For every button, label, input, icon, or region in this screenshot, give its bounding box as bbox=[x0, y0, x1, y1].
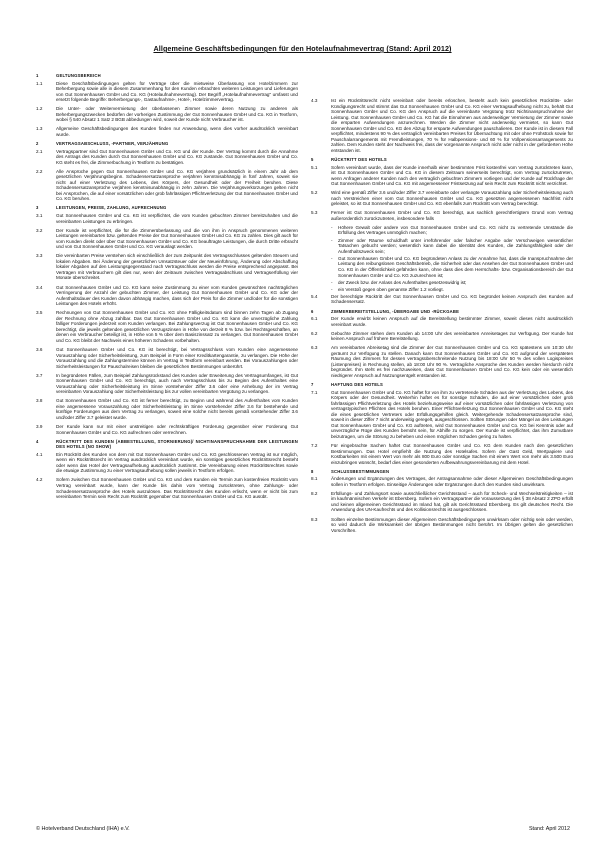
clause-text: Ist ein Rücktrittsrecht nicht vereinbart oder bereits erloschen, besteht auch kein gesetzliches Rücktritts- oder Kündigungsrecht und stimmt das Gut Sonnenhausen GmbH und Co. KG einer Vertragsaufhebung nicht zu, behält Gut Sonnenhausen GmbH und Co. KG den Anspruch auf die vereinbarte Vergütung trotz Nichtinanspruchnahme der Leistung. Gut Sonnenhausen GmbH und Co. KG hat die Einnahmen aus anderweitiger Vermietung der Zimmer sowie die ersparten Aufwendungen anzurechnen. Werden die Zimmer nicht anderweitig vermietet, so kann Gut Sonnenhausen GmbH und Co. KG den Abzug für ersparte Aufwendungen pauschalieren. Der Kunde ist in diesem Fall verpflichtet, mindestens 90 % des vertraglich vereinbarten Preises für Übernachtung mit oder ohne Frühstück sowie für Pauschalarrangements mit Fremdleistungen, 70 % für Halbpensions- und 60 % für Vollpensionsarrangements zu zahlen. Dem Kunden steht der Nachweis frei, dass der vorgenannte Anspruch nicht oder nicht in der geforderten Höhe entstanden ist. bbox=[331, 98, 573, 153]
clause-text: Die Unter- oder Weitervermietung der überlassenen Zimmer sowie deren Nutzung zu anderen als Beherbergungszwecken bedürfen der vorherigen Zustimmung der Gut Sonnenhausen GmbH und Co. KG in Textform, wobei § 540 Absatz 1 Satz 2 BGB abbedungen wird, soweit der Kunde nicht Verbraucher ist. bbox=[56, 106, 298, 123]
clause-paragraph bbox=[36, 424, 298, 435]
clause-number: 8.3 bbox=[311, 516, 318, 522]
clause-number: 3.3 bbox=[36, 253, 43, 259]
footer-date: Stand: April 2012 bbox=[528, 826, 570, 832]
clause-text: Der Kunde erwirbt keinen Anspruch auf die Bereitstellung bestimmter Zimmer, soweit dieses nicht ausdrücklich vereinbart wurde. bbox=[331, 316, 573, 327]
clause-number: 1.2 bbox=[36, 106, 43, 112]
clause-number: 8.2 bbox=[311, 490, 318, 496]
section-title: GELTUNGSBEREICH bbox=[56, 73, 101, 78]
clause-paragraph bbox=[311, 476, 573, 487]
clause-paragraph bbox=[311, 98, 573, 153]
clause-number: 4.3 bbox=[311, 98, 318, 103]
bullet-dash: - bbox=[331, 224, 333, 230]
section-heading bbox=[36, 141, 298, 147]
clause-paragraph bbox=[36, 347, 298, 369]
clause-text: Der berechtigte Rücktritt der Gut Sonnenhausen GmbH und Co. KG begründet keinen Anspruch des Kunden auf Schadensersatz. bbox=[331, 293, 573, 305]
list-item bbox=[331, 225, 573, 236]
section-number: 7 bbox=[311, 382, 314, 388]
clause-paragraph bbox=[311, 316, 573, 327]
section-number: 6 bbox=[311, 308, 314, 314]
clause-paragraph bbox=[36, 81, 298, 103]
clause-number: 3.4 bbox=[36, 284, 43, 290]
clause-text: Der Kunde ist verpflichtet, die für die Zimmerüberlassung und die von ihm in Anspruch genommenen weiteren Leistungen vereinbarten bzw. geltenden Preise der Gut Sonnenhausen GmbH und Co. KG zu zahlen. Dies gilt auch für vom Kunden direkt oder über Gut Sonnenhausen GmbH und Co. KG beauftragte Leistungen, die durch Dritte erbracht und von Gut Sonnenhausen GmbH und Co. KG verauslagt werden. bbox=[56, 227, 298, 250]
list-item-text: Gut Sonnenhausen GmbH und Co. KG begründeten Anlass zu der Annahme hat, dass die Inanspruchnahme der Leistung den reibungslosen Geschäftsbetrieb, die Sicherheit oder das Ansehen der Gut Sonnenhausen GmbH und Co. KG in der Öffentlichkeit gefährden kann, ohne dass dies dem Herrschafts- bzw. Organisationsbereich der Gut Sonnenhausen GmbH und Co. KG zuzurechnen ist; bbox=[338, 255, 573, 278]
clause-number: 8.1 bbox=[311, 476, 318, 482]
section-title: RÜCKTRITT DES KUNDEN (ABBESTELLUNG, STORNIERUNG)/ NICHTINANSPRUCHNAHME DER LEISTUNGEN DES HOTELS (NO SHOW) bbox=[56, 438, 298, 450]
clause-text: Gut Sonnenhausen GmbH und Co. KG ist verpflichtet, die vom Kunden gebuchten Zimmer bereitzuhalten und die vereinbarten Leistungen zu erbringen. bbox=[56, 212, 298, 224]
document-title: Allgemeine Geschäftsbedingungen für den Hotelaufnahmevertrag (Stand: April 2012) bbox=[153, 44, 452, 53]
footer-copyright: © Hotelverband Deutschland (IHA) e.V. bbox=[36, 826, 130, 832]
clause-text: Rechnungen von Gut Sonnenhausen GmbH und Co. KG ohne Fälligkeitsdatum sind binnen zehn Tagen ab Zugang der Rechnung ohne Abzug zahlbar. Das Gut Sonnenhausen GmbH und Co. KG kann die unverzügliche Zahlung fälliger Forderungen jederzeit vom Kunden verlangen. Bei Zahlungsverzug ist Gut Sonnenhausen GmbH und Co. KG berechtigt, die jeweils geltenden gesetzlichen Verzugszinsen in Höhe von derzeit 8 % bzw. bei Rechtsgeschäften, an denen ein Verbraucher beteiligt ist, in Höhe von 5 % über dem Basiszinssatz zu verlangen. Gut Sonnenhausen GmbH und Co. KG bleibt der Nachweis eines höheren Schadens vorbehalten. bbox=[56, 310, 298, 343]
section-heading bbox=[311, 382, 573, 388]
clause-paragraph bbox=[311, 210, 573, 221]
clause-paragraph bbox=[311, 345, 573, 378]
section-number: 3 bbox=[36, 205, 39, 211]
clause-text: Gebuchte Zimmer stehen dem Kunden ab 14:00 Uhr des vereinbarten Anreisetages zur Verfügung. Der Kunde hat keinen Anspruch auf frühere Bereitstellung. bbox=[331, 330, 573, 342]
clause-paragraph bbox=[36, 106, 298, 123]
section-title: HAFTUNG DES HOTELS bbox=[331, 382, 383, 388]
list-item bbox=[331, 238, 573, 255]
clause-number: 3.5 bbox=[36, 310, 43, 316]
clause-paragraph bbox=[36, 149, 298, 166]
list-item bbox=[331, 280, 573, 286]
clause-text: Gut Sonnenhausen GmbH und Co. KG kann seine Zustimmung zu einer vom Kunden gewünschten nachträglichen Verringerung der Anzahl der gebuchten Zimmer, der Leistung Gut Sonnenhausen GmbH und Co. KG oder der Aufenthaltsdauer des Kunden davon abhängig machen, dass sich der Preis für die Zimmer und/oder für die sonstigen Leistungen des Hotels erhöht. bbox=[56, 284, 298, 307]
clause-text: Die vereinbarten Preise verstehen sich einschließlich der zum Zeitpunkt des Vertragsschlusses geltenden Steuern und lokalen Abgaben. Bei Änderung der gesetzlichen Umsatzsteuer oder der Neueinführung, Änderung oder Abschaffung lokaler Abgaben auf den Leistungsgegenstand nach Vertragsschluss werden die Preise entsprechend angepasst. Bei Verträgen mit Verbrauchern gilt dies nur, wenn der Zeitraum zwischen Vertragsabschluss und Vertragserfüllung vier Monate überschreitet. bbox=[56, 253, 298, 281]
clause-paragraph bbox=[36, 373, 298, 395]
section-heading bbox=[36, 439, 298, 450]
clause-paragraph bbox=[311, 190, 573, 207]
clause-number: 4.2 bbox=[36, 477, 43, 483]
clause-number: 6.2 bbox=[311, 330, 318, 336]
section-number: 8 bbox=[311, 468, 314, 474]
clause-paragraph bbox=[36, 285, 298, 307]
section-number: 2 bbox=[36, 140, 39, 146]
bullet-dash: - bbox=[331, 286, 333, 292]
clause-text: Alle Ansprüche gegen Gut Sonnenhausen GmbH und Co. KG verjähren grundsätzlich in einem Jahr ab dem gesetzlichen Verjährungsbeginn. Schadensersatzansprüche verjähren kenntnisabhängig in fünf Jahren, soweit sie nicht auf einer Verletzung des Lebens, des Körpers, der Gesundheit oder der Freiheit beruhen. Diese Schadensersatzansprüche verjähren kenntnisunabhängig in zehn Jahren. Die Verjährungsverkürzungen gelten nicht bei Ansprüchen, die auf einer vorsätzlichen oder grob fahrlässigen Pflichtverletzung der Gut Sonnenhausen GmbH und Co. KG beruhen. bbox=[56, 168, 298, 202]
clause-number: 6.1 bbox=[311, 316, 318, 322]
list-item bbox=[331, 256, 573, 278]
section-heading bbox=[36, 205, 298, 211]
section-heading bbox=[311, 157, 573, 163]
clause-text: Wird eine gemäß Ziffer 3.6 und/oder Ziffer 3.7 vereinbarte oder verlangte Vorauszahlung oder Sicherheitsleistung auch nach Verstreichen einer vom Gut Sonnenhausen GmbH und Co. KG gesetzten angemessenen Nachfrist nicht geleistet, so ist Gut Sonnenhausen GmbH und Co. KG ebenfalls zum Rücktritt vom Vertrag berechtigt. bbox=[331, 190, 573, 207]
clause-paragraph bbox=[36, 213, 298, 224]
clause-paragraph bbox=[311, 165, 573, 187]
clause-text: Ferner ist Gut Sonnenhausen GmbH und Co. KG berechtigt, aus sachlich gerechtfertigtem Grund vom Vertrag außerordentlich zurückzutreten, insbesondere falls bbox=[331, 210, 573, 221]
right-column bbox=[311, 98, 573, 537]
clause-number: 6.3 bbox=[311, 345, 318, 351]
section-number: 4 bbox=[36, 438, 39, 444]
bullet-dash: - bbox=[331, 237, 333, 243]
list-item-text: ein Verstoß gegen oben genannte Ziffer 1.2 vorliegt. bbox=[338, 286, 444, 292]
clause-number: 2.1 bbox=[36, 148, 43, 154]
section-heading bbox=[311, 469, 573, 475]
clause-number: 5.1 bbox=[311, 164, 318, 170]
clause-paragraph bbox=[311, 443, 573, 465]
clause-paragraph bbox=[36, 169, 298, 202]
clause-paragraph bbox=[36, 477, 298, 499]
clause-paragraph bbox=[311, 331, 573, 342]
clause-number: 5.4 bbox=[311, 293, 318, 299]
clause-paragraph bbox=[36, 253, 298, 281]
section-heading bbox=[36, 73, 298, 79]
clause-paragraph bbox=[36, 398, 298, 420]
section-title: RÜCKTRITT DES HOTELS bbox=[331, 156, 387, 162]
clause-number: 7.2 bbox=[311, 443, 318, 448]
list-item-text: der Zweck bzw. der Anlass des Aufenthaltes gesetzeswidrig ist; bbox=[338, 279, 467, 285]
clause-number: 3.1 bbox=[36, 212, 43, 218]
clause-number: 4.1 bbox=[36, 451, 43, 457]
clause-number: 3.6 bbox=[36, 346, 43, 352]
clause-text: Gut Sonnenhausen GmbH und Co. KG haftet für von ihm zu vertretende Schäden aus der Verletzung des Lebens, des Körpers oder der Gesundheit. Weiterhin haftet es für sonstige Schäden, die auf einer vorsätzlichen oder grob fahrlässigen Pflichtverletzung des Hotels beziehungsweise auf einer vorsätzlichen oder fahrlässigen Verletzung von vertragstypischen Pflichten des Hotels beruhen. Einer Pflichtverletzung Gut Sonnenhausen GmbH und Co. KG steht die eines gesetzlichen Vertreters oder Erfüllungsgehilfen gleich. Weitergehende Schadensersatzansprüche sind, soweit in dieser Ziffer 7 nicht anderweitig geregelt, ausgeschlossen. Sollten Störungen oder Mängel an den Leistungen Gut Sonnenhausen GmbH und Co. KG auftreten, wird Gut Sonnenhausen GmbH und Co. KG bei Kenntnis oder auf unverzügliche Rüge des Kunden bemüht sein, für Abhilfe zu sorgen. Der Kunde ist verpflichtet, das ihm Zumutbare beizutragen, um die Störung zu beheben und einen möglichen Schaden gering zu halten. bbox=[331, 389, 573, 439]
left-column bbox=[36, 70, 298, 503]
section-heading bbox=[311, 309, 573, 315]
clause-text: In begründeten Fällen, zum Beispiel Zahlungsrückstand des Kunden oder Erweiterung des Vertragsumfanges, ist Gut Sonnenhausen GmbH und Co. KG berechtigt, auch nach Vertragsschluss bis zu Beginn des Aufenthaltes eine Vorauszahlung oder Sicherheitsleistung im Sinne vorstehender Ziffer 3.6 oder eine Anhebung der im Vertrag vereinbarten Vorauszahlung oder Sicherheitsleistung bis zur vollen vereinbarten Vergütung zu verlangen. bbox=[56, 372, 298, 395]
clause-number: 3.8 bbox=[36, 398, 43, 404]
clause-number: 3.7 bbox=[36, 372, 43, 378]
clause-number: 1.3 bbox=[36, 126, 43, 132]
clause-text: Ein Rücktritt des Kunden von dem mit Gut Sonnenhausen GmbH und Co. KG geschlossenen Vertrag ist nur möglich, wenn ein Rücktrittsrecht im Vertrag ausdrücklich vereinbart wurde, ein sonstiges gesetzliches Rücktrittsrecht besteht oder wenn das Hotel der Vertragsaufhebung ausdrücklich zustimmt. Die Vereinbarung eines Rücktrittsrechtes sowie die etwaige Zustimmung zu einer Vertragsaufhebung sollen jeweils in Textform erfolgen. bbox=[56, 451, 298, 474]
clause-number: 3.2 bbox=[36, 227, 43, 233]
clause-text: Sofern zwischen Gut Sonnenhausen GmbH und Co. KG und dem Kunden ein Termin zum kostenfreien Rücktritt vom Vertrag vereinbart wurde, kann der Kunde bis dahin vom Vertrag zurücktreten, ohne Zahlungs- oder Schadensersatzansprüche des Hotels auszulösen. Das Rücktrittsrecht des Kunden erlischt, wenn er nicht bis zum vereinbarten Termin sein Recht zum Rücktritt gegenüber Gut Sonnenhausen GmbH und Co. KG ausübt. bbox=[56, 477, 298, 500]
list-item-text: Zimmer oder Räume schuldhaft unter irreführender oder falscher Angabe oder Verschweigen wesentlicher Tatsachen gebucht werden; wesentlich kann dabei die Identität des Kunden, die Zahlungsfähigkeit oder der Aufenthaltszweck sein; bbox=[338, 237, 573, 254]
clause-text: Der Kunde kann nur mit einer unstreitigen oder rechtskräftigen Forderung gegenüber einer Forderung Gut Sonnenhausen GmbH und Co. KG aufrechnen oder verrechnen. bbox=[56, 424, 298, 435]
clause-text: Erfüllungs- und Zahlungsort sowie ausschließlicher Gerichtsstand – auch für Scheck- und Wechselstreitigkeiten – ist im kaufmännischen Verkehr ist Ebersberg. Sofern ein Vertragspartner die Voraussetzung des § 38 Absatz 2 ZPO erfüllt und keinen allgemeinen Gerichtsstand im Inland hat, gilt als Gerichtsstand Ebersberg. Es gilt deutsches Recht. Die Anwendung des UN-Kaufrechts und des Kollisionsrechts ist ausgeschlossen. bbox=[331, 490, 573, 513]
clause-text: Änderungen und Ergänzungen des Vertrages, der Antragsannahme oder dieser Allgemeinen Geschäftsbedingungen sollen in Textform erfolgen. Einseitige Änderungen oder Ergänzungen durch den Kunden sind unwirksam. bbox=[331, 476, 573, 487]
clause-text: Gut Sonnenhausen GmbH und Co. KG ist ferner berechtigt, zu Beginn und während des Aufenthaltes vom Kunden eine angemessene Vorauszahlung oder Sicherheitsleistung im Sinne vorstehender Ziffer 3.6 für bestehende und künftige Forderungen aus dem Vertrag zu verlangen, soweit eine solche nicht bereits gemäß vorstehender Ziffer 3.6 und/oder Ziffer 3.7 geleistet wurde. bbox=[56, 398, 298, 420]
bullet-dash: - bbox=[331, 279, 333, 285]
section-title: VERTRAGSABSCHLUSS, -PARTNER, VERJÄHRUNG bbox=[56, 140, 169, 146]
clause-paragraph bbox=[311, 294, 573, 305]
clause-paragraph bbox=[36, 310, 298, 343]
clause-number: 5.3 bbox=[311, 210, 318, 216]
clause-text: Sofern vereinbart wurde, dass der Kunde innerhalb einer bestimmten Frist kostenfrei vom Vertrag zurücktreten kann, ist Gut Sonnenhausen GmbH und Co. KG in diesem Zeitraum seinerseits berechtigt, vom Vertrag zurückzutreten, wenn Anfragen anderer Kunden nach den vertraglich gebuchten Zimmern vorliegen und der Kunde auf Rückfrage der Gut Sonnenhausen GmbH und Co. KG mit angemessener Fristsetzung auf sein Recht zum Rücktritt nicht verzichtet. bbox=[331, 164, 573, 187]
list-item bbox=[331, 287, 573, 293]
clause-paragraph bbox=[311, 517, 573, 534]
clause-paragraph bbox=[311, 491, 573, 513]
section-number: 5 bbox=[311, 156, 314, 162]
clause-number: 1.1 bbox=[36, 80, 43, 86]
bullet-dash: - bbox=[331, 255, 333, 261]
clause-text: Für eingebrachte Sachen haftet Gut Sonnenhausen GmbH und Co. KG dem Kunden nach den gesetzlichen Bestimmungen. Das Hotel empfiehlt die Nutzung des Hotelsafes. Sofern der Gast Geld, Wertpapiere und Kostbarkeiten mit einem Wert von mehr als 800 Euro oder sonstige Sachen mit einem Wert von mehr als 3.500 Euro einzubringen wünscht, bedarf dies einer gesonderten Aufbewahrungsvereinbarung mit dem Hotel. bbox=[331, 443, 573, 465]
clause-paragraph bbox=[36, 228, 298, 250]
clause-text: Diese Geschäftsbedingungen gelten für Verträge über die mietweise Überlassung von Hotelzimmern zur Beherbergung sowie alle in diesem Zusammenhang für den Kunden erbrachten weiteren Leistungen und Lieferungen von Gut Sonnenhausen GmbH und Co. KG (Hotelaufnahmevertrag). Der Begriff „Hotelaufnahmevertrag" umfasst und ersetzt folgende Begriffe: Beherbergungs-, Gastaufnahme-, Hotel-, Hotelzimmervertrag. bbox=[56, 80, 298, 103]
clause-text: Vertragspartner sind Gut Sonnenhausen GmbH und Co. KG und der Kunde. Der Vertrag kommt durch die Annahme des Antrags des Kunden durch Gut Sonnenhausen GmbH und Co. KG zustande. Gut Sonnenhausen GmbH und Co. KG steht es frei, die Zimmerbuchung in Textform zu bestätigen. bbox=[56, 148, 298, 165]
section-title: LEISTUNGEN, PREISE, ZAHLUNG, AUFRECHNUNG bbox=[56, 205, 167, 211]
section-title: ZIMMERBEREITSTELLUNG, -ÜBERGABE UND -RÜCKGABE bbox=[331, 308, 460, 314]
clause-number: 5.2 bbox=[311, 190, 318, 196]
clause-text: Allgemeine Geschäftsbedingungen des Kunden finden nur Anwendung, wenn dies vorher ausdrücklich vereinbart wurde. bbox=[56, 126, 298, 137]
clause-number: 7.1 bbox=[311, 389, 318, 395]
clause-number: 3.9 bbox=[36, 424, 43, 430]
section-number: 1 bbox=[36, 73, 39, 78]
clause-paragraph bbox=[36, 452, 298, 474]
clause-paragraph bbox=[36, 126, 298, 137]
list-item-text: Höhere Gewalt oder andere von Gut Sonnenhausen GmbH und Co. KG nicht zu vertretende Umstände die Erfüllung des Vertrages unmöglich machen; bbox=[338, 224, 573, 236]
clause-text: Am vereinbarten Abreisetag sind die Zimmer der Gut Sonnenhausen GmbH und Co. KG spätestens um 10:30 Uhr geräumt zur Verfügung zu stellen. Danach kann Gut Sonnenhausen GmbH und Co. KG aufgrund der verspäteten Räumung des Zimmers für dessen vertragsüberschreitende Nutzung bis 18:00 Uhr 50 % des vollen Logispreises (Listenpreises) in Rechnung stellen, ab 18:00 Uhr 90 %. Vertragliche Ansprüche des Kunden werden hierdurch nicht begründet. Ihm steht es frei nachzuweisen, dass Gut Sonnenhausen GmbH und Co. KG kein oder ein wesentlich niedrigerer Anspruch auf Nutzungsentgelt entstanden ist. bbox=[331, 345, 573, 378]
section-title: SCHLUSSBESTIMMUNGEN bbox=[331, 468, 390, 474]
clause-paragraph bbox=[311, 390, 573, 440]
clause-text: Sollten einzelne Bestimmungen dieser Allgemeinen Geschäftsbedingungen unwirksam oder nichtig sein oder werden, so wird dadurch die Wirksamkeit der übrigen Bestimmungen nicht berührt. Im Übrigen gelten die gesetzlichen Vorschriften. bbox=[331, 516, 573, 533]
clause-text: Gut Sonnenhausen GmbH und Co. KG ist berechtigt, bei Vertragsschluss vom Kunden eine angemessene Vorauszahlung oder Sicherheitsleistung, zum Beispiel in Form einer Kreditkartengarantie, zu verlangen. Die Höhe der Vorauszahlung und die Zahlungstermine können im Vertrag in Textform vereinbart werden. Bei Vorauszahlungen oder Sicherheitsleistungen für Pauschalreisen bleiben die gesetzlichen Bestimmungen unberührt. bbox=[56, 346, 298, 369]
clause-number: 2.2 bbox=[36, 168, 43, 174]
